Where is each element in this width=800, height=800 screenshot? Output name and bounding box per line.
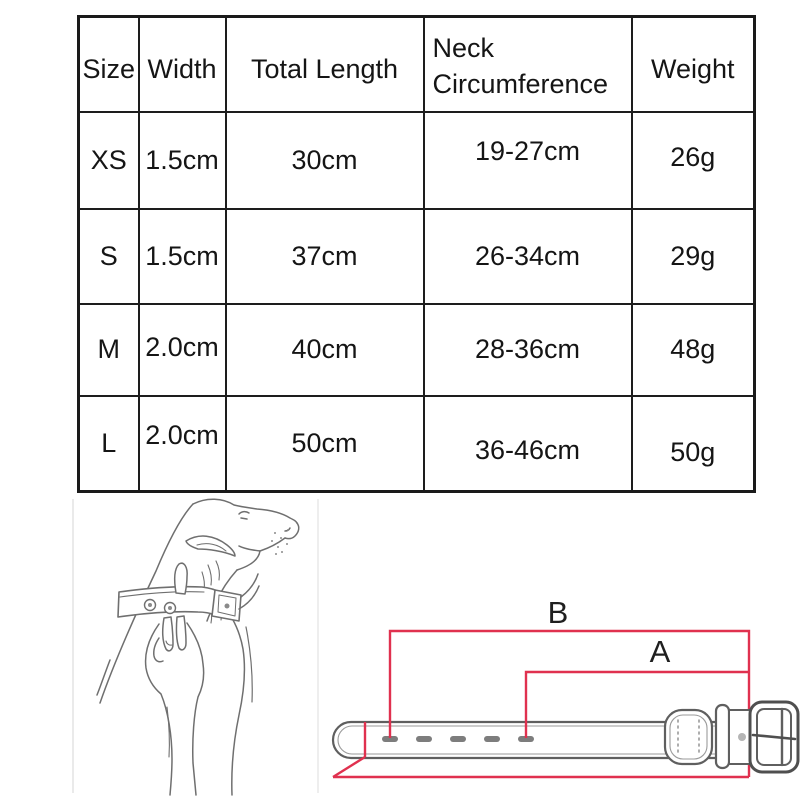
table-cell xyxy=(424,304,632,396)
label-measurement-b: B xyxy=(547,595,569,630)
cell-value: 36-46cm xyxy=(474,434,581,465)
table-cell xyxy=(424,112,632,209)
cell-value: XS xyxy=(90,144,127,175)
cell-value: 37cm xyxy=(291,240,358,271)
table-cell xyxy=(226,209,424,304)
table-cell xyxy=(79,209,139,304)
cell-value: 30cm xyxy=(291,144,358,175)
table-row-s xyxy=(79,209,755,304)
header-cell-size xyxy=(79,17,139,112)
cell-value: 2.0cm xyxy=(145,419,219,450)
header-label: Width xyxy=(147,53,217,84)
table-cell xyxy=(424,209,632,304)
header-row xyxy=(79,17,755,112)
table-cell xyxy=(139,304,226,396)
dog-collar-fit-sketch-icon xyxy=(60,497,322,797)
cell-value: 28-36cm xyxy=(474,334,581,364)
cell-value: S xyxy=(99,240,118,271)
table-cell xyxy=(79,396,139,492)
header-label: Total Length xyxy=(250,53,399,84)
header-label: Weight xyxy=(650,53,735,84)
cell-value: 26-34cm xyxy=(474,240,581,271)
header-cell-neck-circumference xyxy=(424,17,632,112)
table-cell xyxy=(79,112,139,209)
cell-value: 1.5cm xyxy=(145,240,219,271)
table-cell xyxy=(424,396,632,492)
header-cell-weight xyxy=(632,17,755,112)
header-label: Size xyxy=(82,53,136,84)
cell-value: 29g xyxy=(670,240,716,271)
table-cell xyxy=(632,112,755,209)
table-cell xyxy=(139,112,226,209)
cell-value: 1.5cm xyxy=(145,144,219,175)
cell-value: 48g xyxy=(670,334,716,364)
table-cell xyxy=(632,396,755,492)
header-cell-total-length xyxy=(226,17,424,112)
header-cell-width xyxy=(139,17,226,112)
table-cell xyxy=(79,304,139,396)
cell-value: 19-27cm xyxy=(474,135,581,166)
label-measurement-a: A xyxy=(649,634,671,669)
cell-value: 50cm xyxy=(291,427,358,458)
table-row-xs xyxy=(79,112,755,209)
table-cell xyxy=(226,112,424,209)
table-row-l xyxy=(79,396,755,492)
cell-value: 40cm xyxy=(291,334,358,364)
table-cell xyxy=(139,396,226,492)
cell-value: M xyxy=(97,334,120,364)
cell-value: 26g xyxy=(670,141,716,172)
size-chart-table xyxy=(77,15,756,493)
table-cell xyxy=(226,396,424,492)
cell-value: L xyxy=(101,427,117,458)
collar-measurement-diagram xyxy=(325,585,800,790)
table-row-m xyxy=(79,304,755,396)
table-cell xyxy=(226,304,424,396)
table-cell xyxy=(632,304,755,396)
cell-value: 50g xyxy=(670,436,716,467)
table-cell xyxy=(139,209,226,304)
cell-value: 2.0cm xyxy=(145,332,219,362)
header-label: Neck Circumference xyxy=(432,32,609,100)
table-cell xyxy=(632,209,755,304)
